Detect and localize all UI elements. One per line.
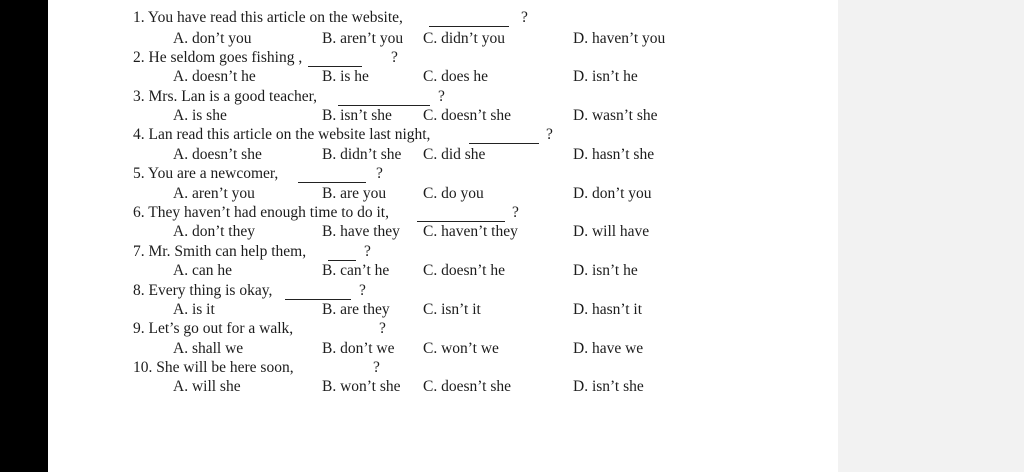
option-a: A. is it — [173, 301, 215, 318]
question-9-prompt: 9. Let’s go out for a walk, — [133, 320, 294, 337]
option-d: D. haven’t you — [573, 30, 666, 47]
option-c: C. isn’t it — [423, 301, 481, 318]
question-5 — [133, 164, 733, 184]
option-d: D. isn’t she — [573, 378, 644, 395]
option-b: B. won’t she — [322, 378, 401, 395]
answer-blank — [338, 91, 430, 106]
answer-blank — [469, 129, 539, 144]
answer-blank — [429, 12, 509, 27]
option-d: D. isn’t he — [573, 68, 638, 85]
question-9 — [133, 319, 733, 339]
question-mark: ? — [364, 243, 371, 260]
option-d: D. wasn’t she — [573, 107, 658, 124]
option-d: D. have we — [573, 340, 644, 357]
option-d: D. hasn’t it — [573, 301, 643, 318]
question-1 — [133, 8, 733, 28]
question-1-prompt: 1. You have read this article on the website, — [133, 9, 403, 26]
question-mark: ? — [379, 320, 386, 337]
question-mark: ? — [373, 359, 380, 376]
option-c: C. haven’t they — [423, 223, 518, 240]
question-mark: ? — [546, 126, 553, 143]
question-mark: ? — [438, 88, 445, 105]
option-c: C. won’t we — [423, 340, 499, 357]
option-d: D. don’t you — [573, 185, 652, 202]
option-b: B. are you — [322, 185, 387, 202]
option-a: A. doesn’t she — [173, 146, 262, 163]
option-c: C. do you — [423, 185, 484, 202]
option-b: B. have they — [322, 223, 400, 240]
option-c: C. doesn’t he — [423, 262, 505, 279]
option-b: B. don’t we — [322, 340, 395, 357]
option-a: A. don’t they — [173, 223, 255, 240]
question-mark: ? — [391, 49, 398, 66]
answer-blank — [417, 207, 505, 222]
option-c: C. did she — [423, 146, 486, 163]
question-4 — [133, 125, 733, 145]
option-c: C. doesn’t she — [423, 378, 511, 395]
question-8-prompt: 8. Every thing is okay, — [133, 282, 273, 299]
option-d: D. will have — [573, 223, 650, 240]
option-a: A. can he — [173, 262, 232, 279]
question-3-prompt: 3. Mrs. Lan is a good teacher, — [133, 88, 318, 105]
option-a: A. doesn’t he — [173, 68, 256, 85]
option-a: A. aren’t you — [173, 185, 255, 202]
answer-blank — [308, 52, 362, 67]
question-2-prompt: 2. He seldom goes fishing , — [133, 49, 303, 66]
option-c: C. does he — [423, 68, 489, 85]
question-3 — [133, 87, 733, 107]
option-c: C. didn’t you — [423, 30, 505, 47]
option-b: B. is he — [322, 68, 369, 85]
option-a: A. don’t you — [173, 30, 252, 47]
question-6 — [133, 203, 733, 223]
option-b: B. are they — [322, 301, 390, 318]
question-mark: ? — [521, 9, 528, 26]
option-b: B. aren’t you — [322, 30, 404, 47]
question-mark: ? — [376, 165, 383, 182]
question-6-prompt: 6. They haven’t had enough time to do it, — [133, 204, 389, 221]
question-8 — [133, 281, 733, 301]
option-b: B. can’t he — [322, 262, 390, 279]
answer-blank — [313, 362, 368, 377]
document-page — [48, 0, 838, 472]
question-mark: ? — [512, 204, 519, 221]
option-b: B. isn’t she — [322, 107, 392, 124]
question-7-prompt: 7. Mr. Smith can help them, — [133, 243, 307, 260]
option-a: A. is she — [173, 107, 227, 124]
answer-blank — [313, 323, 373, 338]
question-2 — [133, 48, 733, 68]
answer-blank — [328, 246, 356, 261]
option-c: C. doesn’t she — [423, 107, 511, 124]
question-10 — [133, 358, 733, 378]
answer-blank — [285, 285, 351, 300]
question-10-prompt: 10. She will be here soon, — [133, 359, 294, 376]
option-d: D. hasn’t she — [573, 146, 655, 163]
question-mark: ? — [359, 282, 366, 299]
option-d: D. isn’t he — [573, 262, 638, 279]
side-panel — [838, 0, 1024, 472]
answer-blank — [298, 168, 366, 183]
question-5-prompt: 5. You are a newcomer, — [133, 165, 279, 182]
option-b: B. didn’t she — [322, 146, 402, 163]
option-a: A. shall we — [173, 340, 244, 357]
question-7 — [133, 242, 733, 262]
question-4-prompt: 4. Lan read this article on the website last night, — [133, 126, 431, 143]
option-a: A. will she — [173, 378, 241, 395]
